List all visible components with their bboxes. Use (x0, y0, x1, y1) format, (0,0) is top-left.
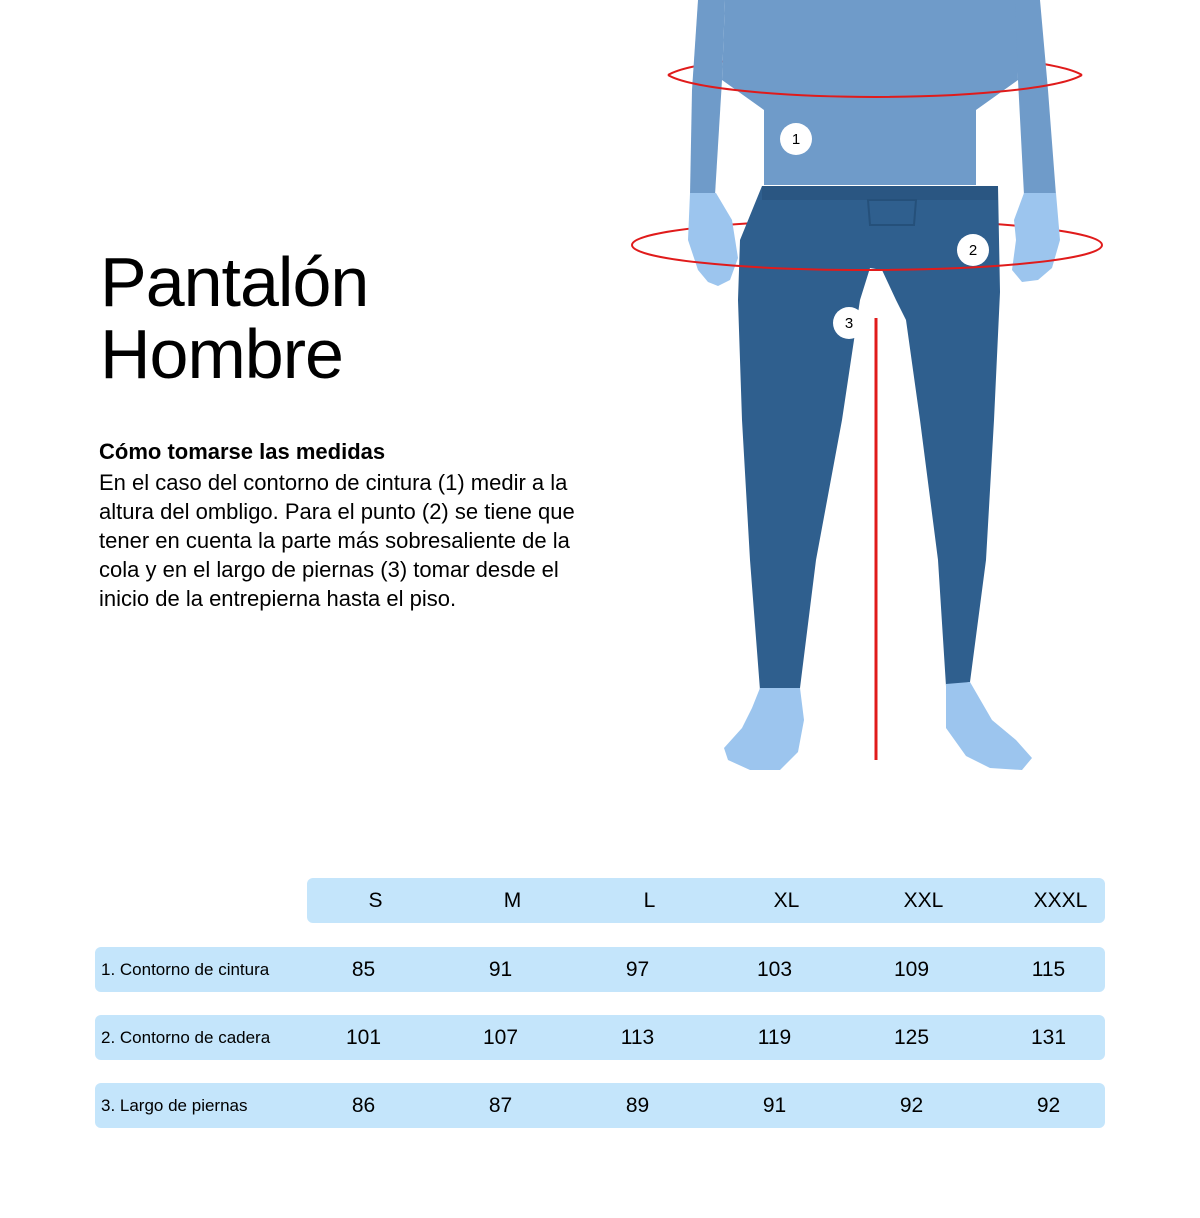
table-cell: 85 (351, 958, 376, 981)
instructions-heading: Cómo tomarse las medidas (99, 439, 386, 464)
mannequin-figure (620, 0, 1120, 780)
table-cell: 107 (482, 1026, 519, 1049)
left-hand (688, 193, 738, 286)
measurement-instructions (99, 438, 579, 613)
marker-2-label: 2 (968, 242, 978, 259)
left-sleeve (690, 0, 725, 195)
right-hand (1012, 193, 1060, 282)
marker-1 (780, 123, 812, 155)
table-row-hip (95, 1015, 1105, 1060)
pants-waistband (762, 186, 998, 200)
table-cell: 113 (620, 1026, 655, 1049)
size-header-s: S (368, 889, 383, 912)
row-label-hip: 2. Contorno de cadera (101, 1028, 271, 1047)
table-cell: 125 (893, 1026, 930, 1049)
title-line-1: Pantalón (100, 243, 369, 321)
right-sleeve (1013, 0, 1056, 195)
mannequin-illustration (620, 0, 1120, 780)
marker-3 (833, 307, 865, 339)
row-label-waist: 1. Contorno de cintura (101, 960, 270, 979)
left-foot (724, 688, 804, 770)
marker-1-label: 1 (791, 131, 801, 148)
marker-3-label: 3 (844, 315, 854, 332)
table-cell: 86 (351, 1094, 376, 1117)
table-cell: 92 (899, 1094, 924, 1117)
pants (738, 186, 1000, 690)
instructions-body: En el caso del contorno de cintura (1) medir a la altura del ombligo. Para el punto (2) se tiene que tener en cuenta la parte más sobresaliente de la cola y en el largo de piernas (3) tomar desde el inicio de la entrepierna hasta el piso. (99, 470, 575, 611)
size-header-l: L (643, 889, 656, 912)
table-cell: 92 (1036, 1094, 1061, 1117)
page-title (100, 243, 369, 393)
table-cell: 91 (488, 958, 513, 981)
table-cell: 97 (625, 958, 650, 981)
size-header-xxxl: XXXL (1033, 889, 1088, 912)
size-header-row (307, 878, 1105, 923)
table-row-inseam (95, 1083, 1105, 1128)
table-cell: 119 (757, 1026, 792, 1049)
size-header-m: M (503, 889, 522, 912)
table-cell: 89 (625, 1094, 650, 1117)
title-line-2: Hombre (100, 315, 343, 393)
marker-2 (957, 234, 989, 266)
table-cell: 103 (756, 958, 793, 981)
row-label-inseam: 3. Largo de piernas (101, 1096, 248, 1115)
size-header-xl: XL (773, 889, 800, 912)
table-cell: 109 (893, 958, 930, 981)
table-row-waist (95, 947, 1105, 992)
table-cell: 101 (345, 1026, 382, 1049)
right-foot (946, 682, 1032, 770)
table-cell: 87 (488, 1094, 513, 1117)
table-cell: 131 (1030, 1026, 1067, 1049)
size-header-xxl: XXL (903, 889, 944, 912)
table-cell: 115 (1031, 958, 1066, 981)
table-cell: 91 (762, 1094, 787, 1117)
